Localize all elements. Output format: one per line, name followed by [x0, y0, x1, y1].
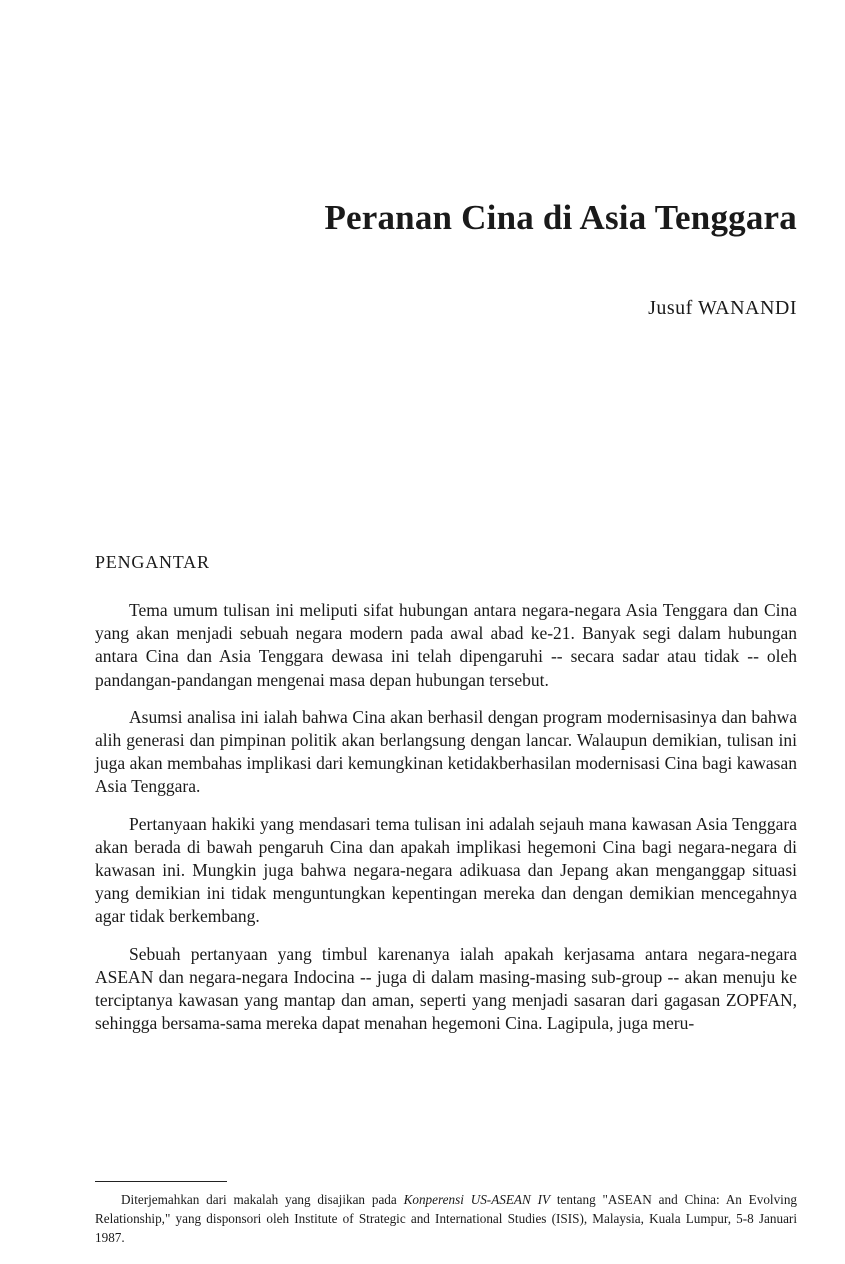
footnote-text-end: tentang "ASEAN and China: An Evolving Relationship," yang disponsori oleh Institute of Strategic and International Studies (ISIS), Malaysia, Kuala Lumpur, 5-8 Januari 1987. [95, 1192, 798, 1245]
footnote-divider [95, 1181, 227, 1182]
footnote-conference-name: Konperensi US-ASEAN IV [403, 1192, 551, 1207]
section-heading: PENGANTAR [95, 552, 210, 572]
author-name: Jusuf WANANDI [648, 297, 797, 319]
body-text [95, 599, 797, 1049]
article-title: Peranan Cina di Asia Tenggara [324, 198, 797, 237]
footnote [95, 1190, 797, 1247]
paragraph-1: Tema umum tulisan ini meliputi sifat hubungan antara negara-negara Asia Tenggara dan Cina yang akan menjadi sebuah negara modern pada awal abad ke-21. Banyak segi dalam hubungan antara Cina dan Asia Tenggara dewasa ini telah dipengaruhi -- secara sadar atau tidak -- oleh pandangan-pandangan mengenai masa depan hubungan tersebut. [95, 600, 797, 690]
paragraph-4: Sebuah pertanyaan yang timbul karenanya ialah apakah kerjasama antara negara-negara ASEAN dan negara-negara Indocina -- juga di dalam masing-masing sub-group -- akan menuju ke terciptanya kawasan yang mantap dan aman, seperti yang menjadi sasaran dari gagasan ZOPFAN, sehingga bersama-sama mereka dapat menahan hegemoni Cina. Lagipula, juga meru- [95, 943, 797, 1034]
paragraph-3: Pertanyaan hakiki yang mendasari tema tulisan ini adalah sejauh mana kawasan Asia Tenggara akan berada di bawah pengaruh Cina dan apakah implikasi hegemoni Cina bagi negara-negara di kawasan ini. Mungkin juga bahwa negara-negara adikuasa dan Jepang akan menganggap situasi yang demikian ini tidak menguntungkan kepentingan mereka dan dengan demikian mencegahnya agar tidak berkembang. [95, 813, 797, 927]
paragraph-2: Asumsi analisa ini ialah bahwa Cina akan berhasil dengan program modernisasinya dan bahwa alih generasi dan pimpinan politik akan berlangsung dengan lancar. Walaupun demikian, tulisan ini juga akan membahas implikasi dari kemungkinan ketidakberhasilan modernisasi Cina bagi kawasan Asia Tenggara. [95, 706, 797, 797]
footnote-text-start: Diterjemahkan dari makalah yang disajikan pada [121, 1192, 404, 1207]
